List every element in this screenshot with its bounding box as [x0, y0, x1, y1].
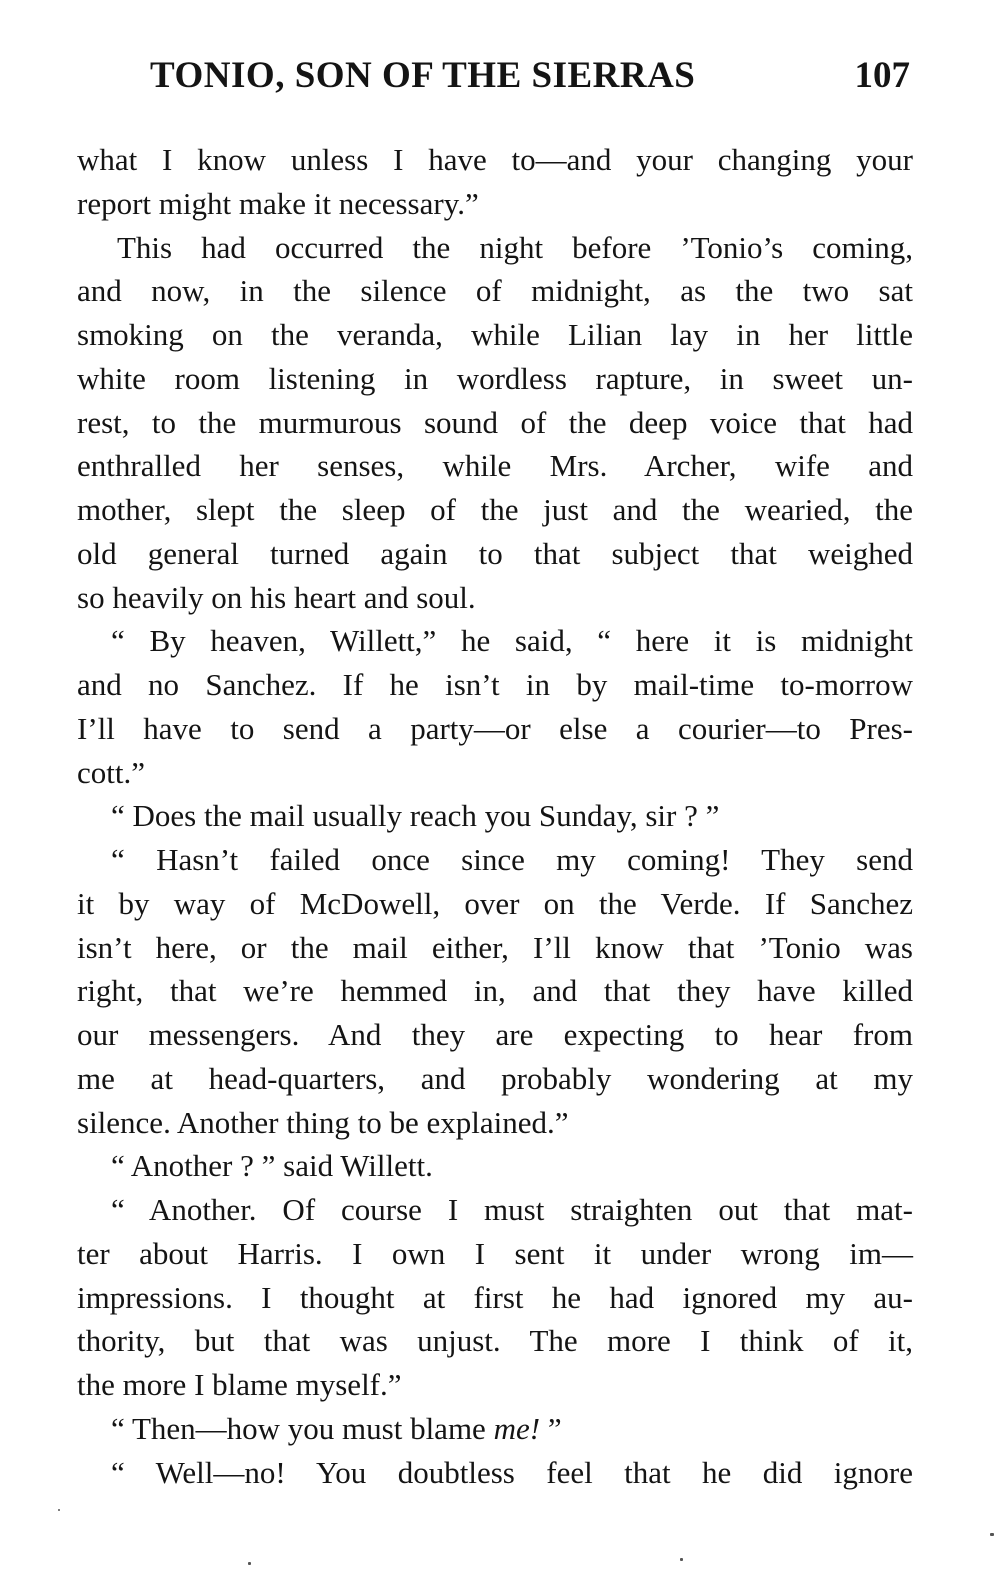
paper-speck: [248, 1562, 251, 1565]
emphasis-text: me!: [493, 1410, 541, 1446]
text-line: and now, in the silence of midnight, as the two sat: [77, 273, 913, 309]
text-line: the more I blame myself.”: [77, 1367, 402, 1402]
text-line: “ Well—no! You doubtless feel that he did ignore: [111, 1454, 913, 1490]
text-line: cott.”: [77, 754, 145, 790]
text-line: right, that we’re hemmed in, and that they have killed: [77, 973, 913, 1009]
body-text: [77, 138, 913, 1494]
text-line: white room listening in wordless rapture, in sweet un-: [77, 360, 913, 396]
running-title: TONIO, SON OF THE SIERRAS: [150, 55, 696, 96]
text-span: “ Then—how you must blame: [111, 1410, 494, 1446]
text-line: report might make it necessary.”: [77, 185, 479, 221]
text-line: so heavily on his heart and soul.: [77, 579, 476, 615]
text-line: rest, to the murmurous sound of the deep voice that had: [77, 404, 913, 440]
paper-speck: [990, 1533, 994, 1536]
text-line: silence. Another thing to be explained.”: [77, 1104, 569, 1140]
text-line: enthralled her senses, while Mrs. Archer, wife and: [77, 448, 913, 484]
text-line: smoking on the veranda, while Lilian lay in her little: [77, 317, 913, 352]
text-line: This had occurred the night before ’Tonio’s coming,: [117, 229, 913, 265]
page-header: [150, 54, 910, 102]
text-line: it by way of McDowell, over on the Verde. If Sanchez: [77, 885, 913, 921]
text-line: me at head-quarters, and probably wondering at my: [77, 1060, 913, 1096]
text-span: ”: [540, 1410, 562, 1446]
text-line: mother, slept the sleep of the just and the wearied, the: [77, 492, 913, 527]
text-line: impressions. I thought at first he had ignored my au-: [77, 1279, 913, 1315]
text-line: “ Hasn’t failed once since my coming! They send: [111, 842, 913, 877]
text-line: I’ll have to send a party—or else a courier—to Pres-: [77, 710, 913, 746]
text-line: isn’t here, or the mail either, I’ll know that ’Tonio was: [77, 929, 913, 965]
paper-speck: [58, 1509, 60, 1511]
paper-speck: [680, 1558, 683, 1561]
text-line: old general turned again to that subject that weighed: [77, 535, 913, 571]
text-line: [77, 1407, 913, 1451]
text-line: what I know unless I have to—and your changing your: [77, 142, 913, 177]
text-line: “ By heaven, Willett,” he said, “ here it is midnight: [111, 623, 913, 659]
text-line: “ Another. Of course I must straighten out that mat-: [111, 1192, 913, 1227]
text-line: and no Sanchez. If he isn’t in by mail-time to-morrow: [77, 667, 913, 702]
page-number: 107: [854, 55, 910, 96]
text-line: ter about Harris. I own I sent it under wrong im—: [77, 1235, 913, 1271]
text-line: thority, but that was unjust. The more I think of it,: [77, 1323, 913, 1359]
text-line: our messengers. And they are expecting to hear from: [77, 1017, 913, 1052]
text-line: “ Does the mail usually reach you Sunday, sir ? ”: [111, 798, 720, 834]
text-line: “ Another ? ” said Willett.: [111, 1148, 433, 1184]
